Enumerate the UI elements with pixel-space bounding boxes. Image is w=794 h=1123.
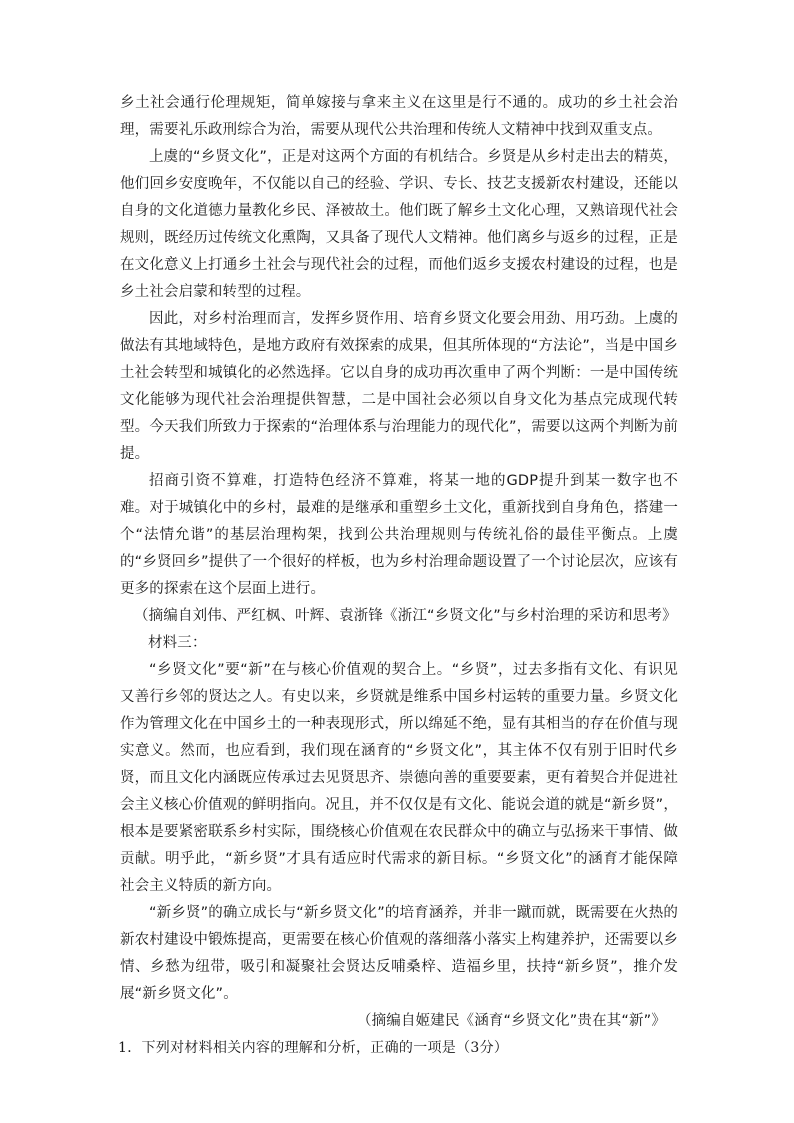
- paragraph-urbanization: 招商引资不算难，打造特色经济不算难，将某一地的GDP提升到某一数字也不难。对于城镇化中的乡村，最难的是继承和重塑乡土文化，重新找到自身角色，搭建一个“法情允谐”的基层治理构架，找到公共治理规则与传统礼俗的最佳平衡点。上虞的“乡贤回乡”提供了一个很好的样板，也为乡村治理命题设置了一个讨论层次，应该有更多的探索在这个层面上进行。: [120, 473, 678, 597]
- paragraph-rural-governance: 因此，对乡村治理而言，发挥乡贤作用、培育乡贤文化要会用劲、用巧劲。上虞的做法有其地域特色，是地方政府有效探索的成果，但其所体现的“方法论”，当是中国乡土社会转型和城镇化的必然选择。它以自身的成功再次重申了两个判断：一是中国传统文化能够为现代社会治理提供智慧，二是中国社会必须以自身文化为基点完成现代转型。今天我们所致力于探索的“治理体系与治理能力的现代化”，需要以这两个判断为前提。: [120, 311, 678, 462]
- question-1-stem: 1．下列对材料相关内容的理解和分析，正确的一项是（3分）: [118, 1040, 509, 1056]
- material-3-heading: 材料三：: [148, 635, 207, 651]
- paragraph-continuation: 乡土社会通行伦理规矩，简单嫁接与拿来主义在这里是行不通的。成功的乡土社会治理，需要礼乐政刑综合为治，需要从现代公共治理和传统人文精神中找到双重支点。: [120, 95, 678, 138]
- paragraph-xin-xiangxian-growth: “新乡贤”的确立成长与“新乡贤文化”的培育涵养，并非一蹴而就，既需要在火热的新农村建设中锻炼提高，更需要在核心价值观的落细落小落实上构建养护，还需要以乡情、乡愁为纽带，吸引和凝聚社会贤达反哺桑梓、造福乡里，扶持“新乡贤”，推介发展“新乡贤文化”。: [120, 905, 678, 1002]
- article-body: [120, 90, 678, 1062]
- source-citation-material-2: （摘编自刘伟、严红枫、叶辉、袁浙锋《浙江“乡贤文化”与乡村治理的采访和思考》: [134, 608, 677, 624]
- paragraph-shangyu-xiangxian: 上虞的“乡贤文化”，正是对这两个方面的有机结合。乡贤是从乡村走出去的精英，他们回乡安度晚年，不仅能以自己的经验、学识、专长、技艺支援新农村建设，还能以自身的文化道德力量教化乡民、泽被故土。他们既了解乡土文化心理，又熟谙现代社会规则，既经历过传统文化熏陶，又具备了现代人文精神。他们离乡与返乡的过程，正是在文化意义上打通乡土社会与现代社会的过程，而他们返乡支援农村建设的过程，也是乡土社会启蒙和转型的过程。: [120, 149, 678, 300]
- source-citation-material-3: （摘编自姬建民《涵育“乡贤文化”贵在其“新”》: [357, 1013, 666, 1029]
- paragraph-xin-xiangxian-values: “乡贤文化”要“新”在与核心价值观的契合上。“乡贤”，过去多指有文化、有识见又善行乡邻的贤达之人。有史以来，乡贤就是维系中国乡村运转的重要力量。乡贤文化作为管理文化在中国乡土的一种表现形式，所以绵延不绝，显有其相当的存在价值与现实意义。然而，也应看到，我们现在涵育的“乡贤文化”，其主体不仅有别于旧时代乡贤，而且文化内涵既应传承过去见贤思齐、崇德向善的重要要素，更有着契合并促进社会主义核心价值观的鲜明指向。况且，并不仅仅是有文化、能说会道的就是“新乡贤”，根本是要紧密联系乡村实际，围绕核心价值观在农民群众中的确立与弘扬来干事情、做贡献。明乎此，“新乡贤”才具有适应时代需求的新目标。“乡贤文化”的涵育才能保障社会主义特质的新方向。: [120, 662, 678, 894]
